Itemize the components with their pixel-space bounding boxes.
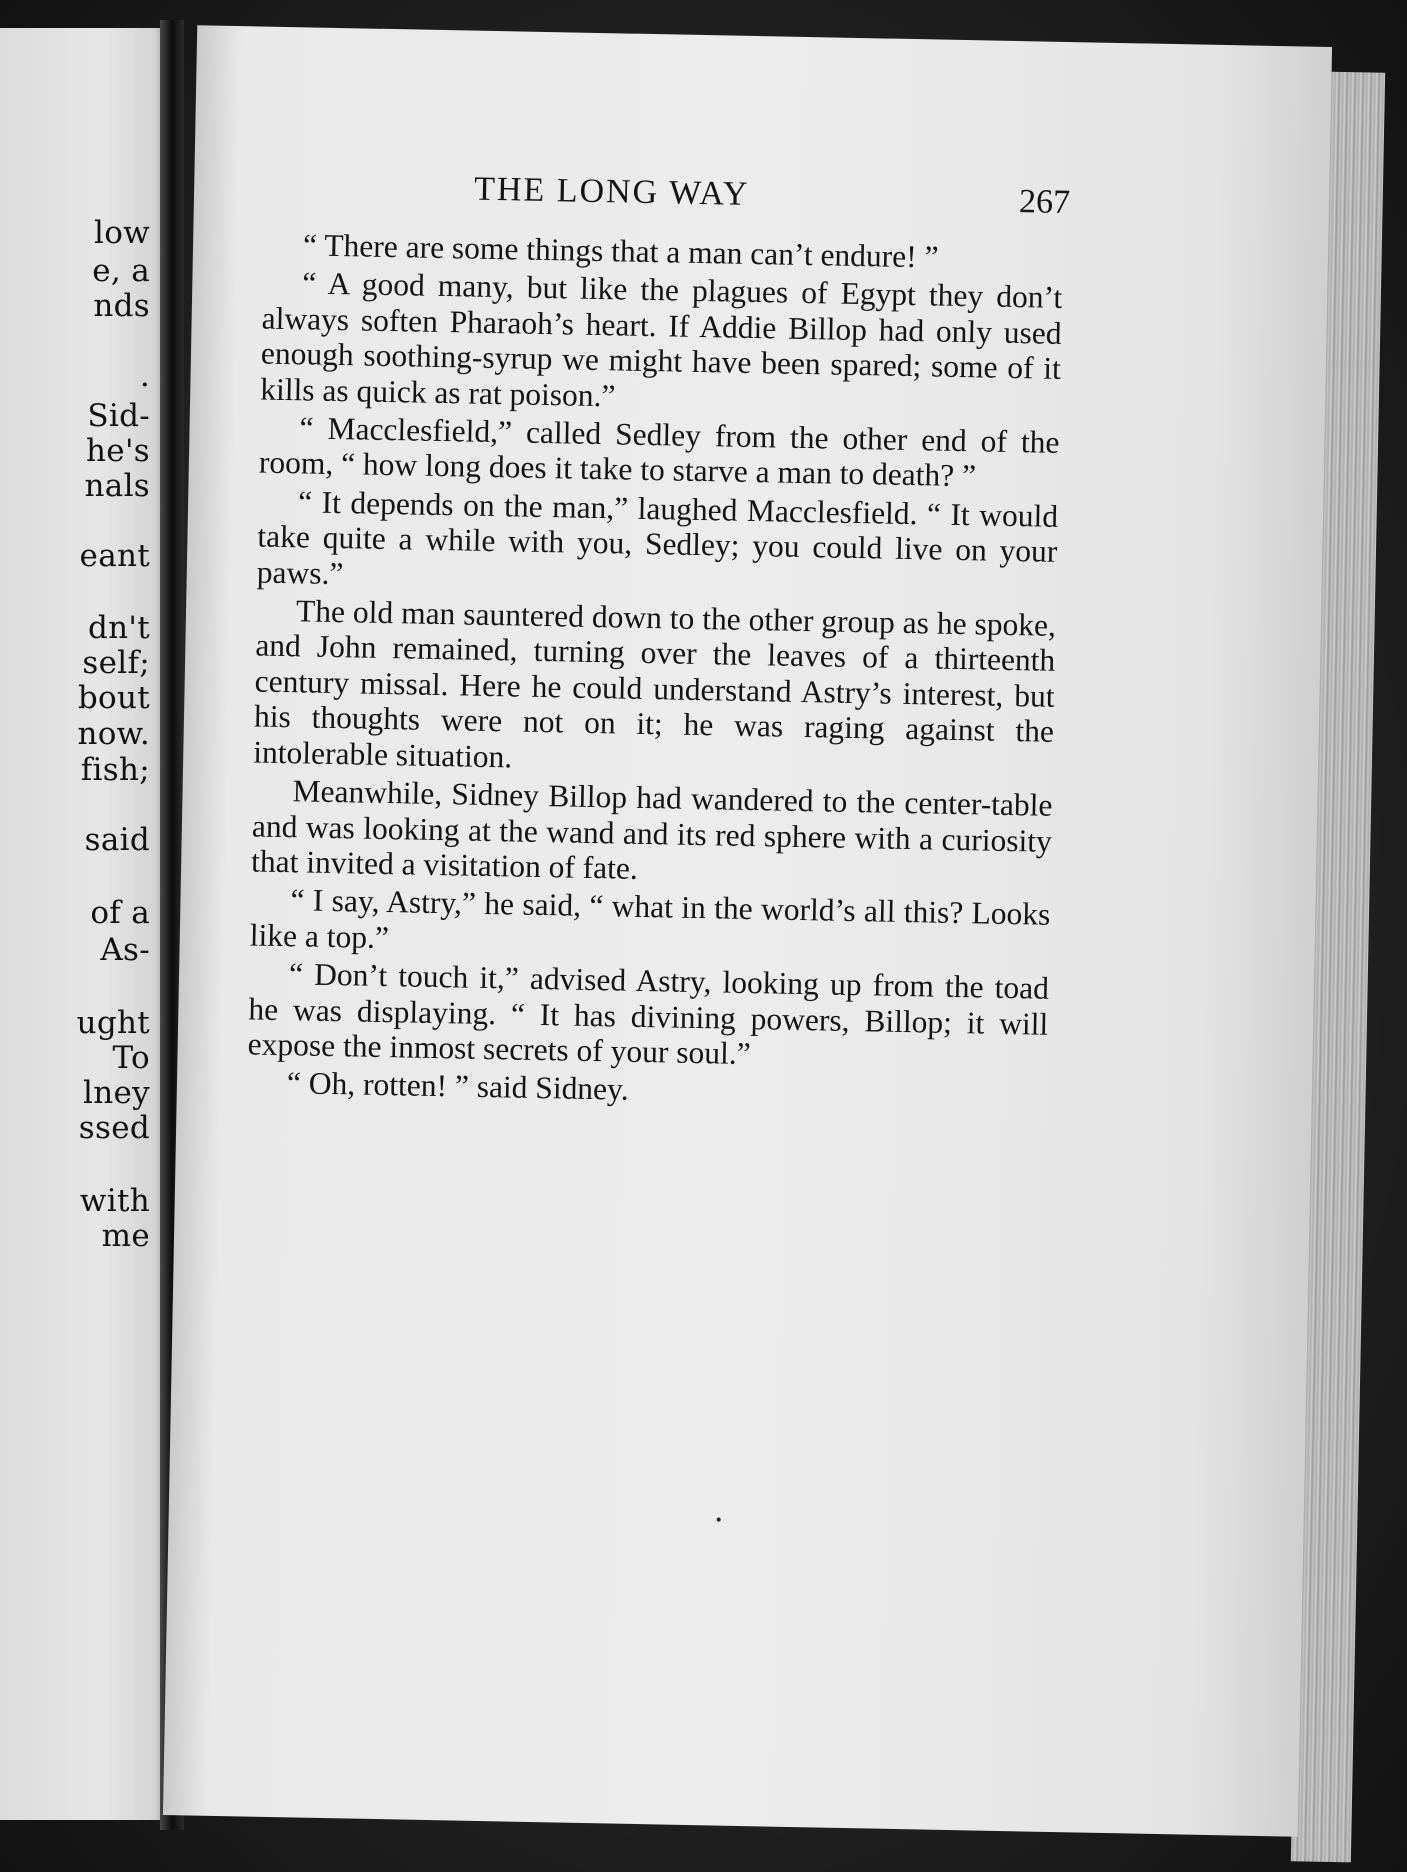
running-head-title: THE LONG WAY [473,170,750,213]
left-page-line-fragment: of a [90,895,150,931]
left-page-line-fragment: he's [86,433,150,469]
page-text-block [247,167,1071,1119]
paragraph: “ Macclesfield,” called Sedley from the other end of the room, “ how long does it take to starve a man to death? ” [258,410,1060,494]
left-page-line-fragment: with [79,1183,150,1219]
left-page-line-fragment: said [84,822,150,858]
left-page-line-fragment: self; [82,645,150,681]
stray-ink-dot [717,1518,721,1522]
paragraph: “ There are some things that a man can’t endure! ” [302,227,939,275]
paragraph: “ I say, Astry,” he said, “ what in the world’s all this? Looks like a top.” [249,882,1051,955]
left-page-line-fragment: nals [84,468,150,504]
paragraph: “ It depends on the man,” laughed Macclesfield. “ It would take quite a while with you, Sedley; you could live on your paws.” [256,484,1059,591]
left-page-line-fragment: ssed [78,1110,150,1146]
left-page-line-fragment: now. [77,716,150,752]
left-page-line-fragment: To [112,1040,150,1076]
left-page-line-fragment: Sid- [87,398,150,434]
left-page-line-fragment: low [93,215,150,251]
left-page-line-fragment: nds [93,288,150,324]
body-text [247,227,1064,1116]
left-facing-page [0,28,168,1820]
page-number: 267 [1018,183,1071,222]
paragraph: The old man sauntered down to the other group as he spoke, and John remained, turning over the leaves of a thirteenth century missal. Here he could understand Astry’s interest, but his thoughts were not on it; he was raging against the intolerable situation. [253,593,1057,775]
book-page [163,25,1332,1836]
paragraph: “ A good many, but like the plagues of Egypt they don’t always soften Pharaoh’s heart. If Addie Billop had only used enough soothing-syrup we might have been spared; some of it kills as quick as rat poison.” [259,265,1063,413]
left-page-line-fragment: e, a [92,253,150,289]
left-page-line-fragment: dn't [88,610,150,646]
left-page-line-fragment: ught [76,1005,150,1041]
left-page-line-fragment: . [139,358,150,394]
paragraph: Meanwhile, Sidney Billop had wandered to the center-table and was looking at the wand and its red sphere with a curiosity that invited a visitation of fate. [250,773,1053,886]
left-page-line-fragment: fish; [80,752,150,788]
paragraph: “ Don’t touch it,” advised Astry, looking up from the toad he was displaying. “ It has divining powers, Billop; it will expose the inmost secrets of your soul.” [247,956,1050,1072]
left-page-line-fragment: bout [77,680,150,716]
left-page-line-fragment: eant [79,538,150,574]
left-page-line-fragment: lney [83,1075,150,1111]
paragraph: “ Oh, rotten! ” said Sidney. [286,1065,630,1108]
left-page-line-fragment: me [101,1218,150,1254]
left-page-line-fragment: As- [100,932,150,968]
